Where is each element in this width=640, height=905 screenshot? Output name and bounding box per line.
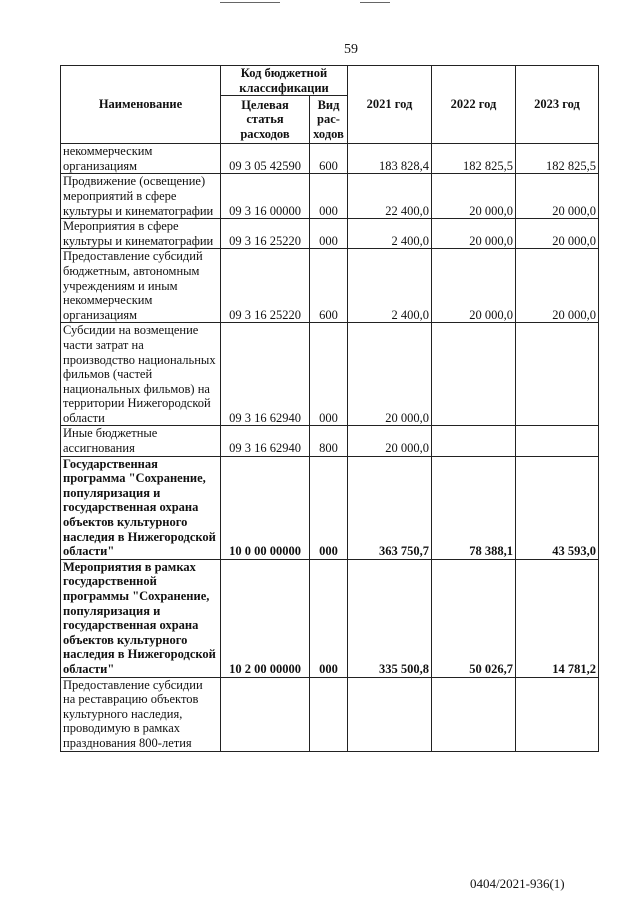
- header-name: Наименование: [61, 66, 221, 144]
- page-number: 59: [344, 42, 358, 57]
- document-code: 0404/2021-936(1): [470, 876, 565, 891]
- cell-y2022: [432, 323, 516, 426]
- cell-y2023: 20 000,0: [516, 249, 599, 323]
- header-target: Целевая статья расходов: [221, 96, 310, 144]
- scan-artifact-line: [360, 2, 390, 3]
- cell-target: 10 2 00 00000: [221, 559, 310, 677]
- cell-name: Продвижение (освещение) мероприятий в сфере культуры и кинематографии: [61, 174, 221, 219]
- cell-target: 09 3 16 25220: [221, 219, 310, 249]
- cell-y2023: 182 825,5: [516, 144, 599, 174]
- cell-name: Мероприятия в сфере культуры и кинематографии: [61, 219, 221, 249]
- table-row: [61, 219, 599, 249]
- header-2022: 2022 год: [432, 66, 516, 144]
- cell-y2022: [432, 426, 516, 456]
- cell-y2021: 20 000,0: [348, 323, 432, 426]
- cell-y2023: 14 781,2: [516, 559, 599, 677]
- cell-name: Субсидии на возмещение части затрат на производство национальных фильмов (частей национальных фильмов) на территории Нижегородской области: [61, 323, 221, 426]
- table-row: [61, 249, 599, 323]
- cell-type: 800: [310, 426, 348, 456]
- cell-y2023: 20 000,0: [516, 174, 599, 219]
- cell-type: 000: [310, 174, 348, 219]
- table-row: [61, 559, 599, 677]
- cell-y2022: 182 825,5: [432, 144, 516, 174]
- cell-target: 10 0 00 00000: [221, 456, 310, 559]
- cell-type: 000: [310, 456, 348, 559]
- cell-type: 000: [310, 323, 348, 426]
- cell-type: 000: [310, 559, 348, 677]
- cell-name: Государственная программа "Сохранение, популяризация и государственная охрана объектов культурного наследия в Нижегородской области": [61, 456, 221, 559]
- cell-type: 000: [310, 219, 348, 249]
- cell-target: 09 3 16 62940: [221, 426, 310, 456]
- table-row: [61, 677, 599, 751]
- cell-y2021: 363 750,7: [348, 456, 432, 559]
- scan-artifact-line: [220, 2, 280, 3]
- cell-name: Иные бюджетные ассигнования: [61, 426, 221, 456]
- cell-type: 600: [310, 249, 348, 323]
- table-body: [61, 144, 599, 751]
- cell-y2021: 2 400,0: [348, 219, 432, 249]
- header-2023: 2023 год: [516, 66, 599, 144]
- cell-y2023: [516, 323, 599, 426]
- table-row: [61, 174, 599, 219]
- budget-table: [60, 65, 599, 752]
- cell-name: некоммерческим организациям: [61, 144, 221, 174]
- cell-name: Предоставление субсидий бюджетным, автономным учреждениям и иным некоммерческим организациям: [61, 249, 221, 323]
- cell-y2021: 183 828,4: [348, 144, 432, 174]
- table-row: [61, 323, 599, 426]
- cell-y2023: 20 000,0: [516, 219, 599, 249]
- header-kbk: Код бюджетной классификации: [221, 66, 348, 96]
- cell-target: [221, 677, 310, 751]
- cell-type: [310, 677, 348, 751]
- cell-y2023: 43 593,0: [516, 456, 599, 559]
- cell-y2022: 50 026,7: [432, 559, 516, 677]
- cell-y2021: 22 400,0: [348, 174, 432, 219]
- cell-y2022: 20 000,0: [432, 249, 516, 323]
- cell-y2021: 20 000,0: [348, 426, 432, 456]
- header-2021: 2021 год: [348, 66, 432, 144]
- cell-y2022: 78 388,1: [432, 456, 516, 559]
- cell-y2022: [432, 677, 516, 751]
- cell-name: Мероприятия в рамках государственной программы "Сохранение, популяризация и государственная охрана объектов культурного наследия в Нижегородской области": [61, 559, 221, 677]
- table-row: [61, 426, 599, 456]
- table-row: [61, 456, 599, 559]
- cell-target: 09 3 05 42590: [221, 144, 310, 174]
- header-type: Вид рас-ходов: [310, 96, 348, 144]
- cell-y2023: [516, 426, 599, 456]
- cell-name: Предоставление субсидии на реставрацию объектов культурного наследия, проводимую в рамках празднования 800-летия: [61, 677, 221, 751]
- cell-target: 09 3 16 25220: [221, 249, 310, 323]
- cell-target: 09 3 16 00000: [221, 174, 310, 219]
- cell-type: 600: [310, 144, 348, 174]
- cell-y2021: 2 400,0: [348, 249, 432, 323]
- table-row: [61, 144, 599, 174]
- cell-y2022: 20 000,0: [432, 174, 516, 219]
- cell-y2022: 20 000,0: [432, 219, 516, 249]
- cell-target: 09 3 16 62940: [221, 323, 310, 426]
- cell-y2021: 335 500,8: [348, 559, 432, 677]
- cell-y2021: [348, 677, 432, 751]
- cell-y2023: [516, 677, 599, 751]
